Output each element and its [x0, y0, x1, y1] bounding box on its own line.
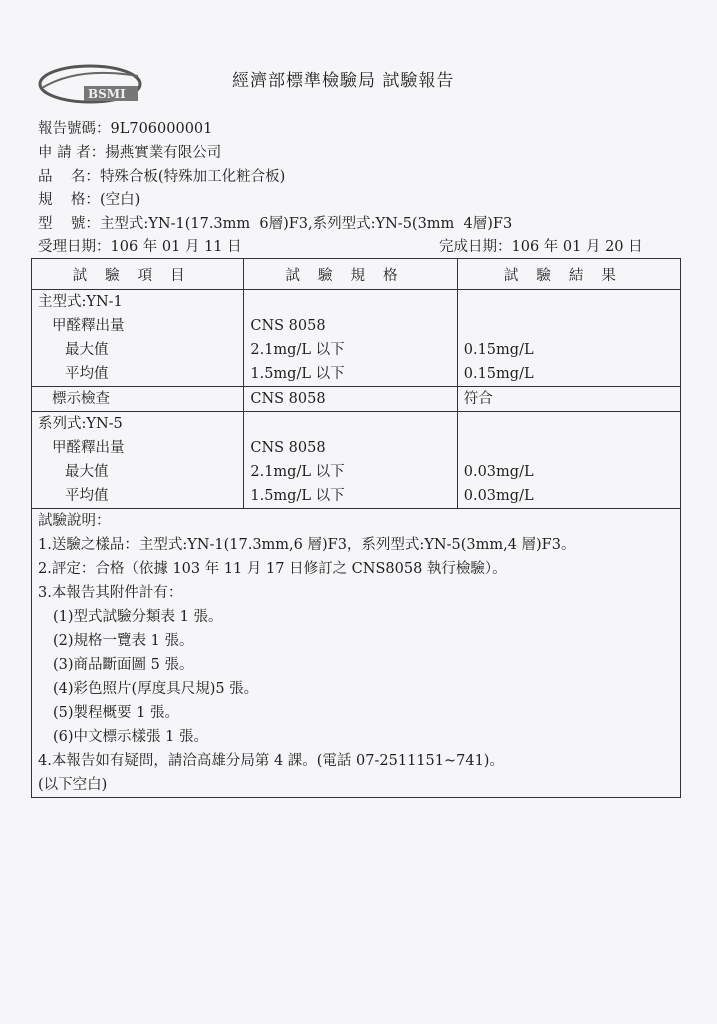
- completed-date-row: [439, 235, 643, 256]
- spec-row: [38, 188, 140, 209]
- item-model: 系列式:YN-5: [38, 416, 123, 432]
- svg-text:BSMI: BSMI: [88, 87, 126, 101]
- attachment-item: (3)商品斷面圖 5 張。: [53, 657, 194, 673]
- header-test-result: 試驗結果: [457, 259, 680, 290]
- item-avg: 平均值: [65, 366, 109, 382]
- result-cell: [458, 436, 680, 460]
- header-test-item: 試驗項目: [32, 259, 244, 290]
- model-row: [38, 212, 512, 233]
- result-cell: 0.03mg/L: [463, 464, 534, 480]
- result-cell: [458, 290, 680, 314]
- note-item: 2.評定：合格（依據 103 年 11 月 17 日修訂之 CNS8058 執行檢驗）。: [38, 561, 507, 577]
- item-name: 甲醛釋出量: [52, 318, 125, 334]
- header-test-spec: 試驗規格: [244, 259, 457, 290]
- attachment-item: (6)中文標示樣張 1 張。: [53, 729, 208, 745]
- bsmi-logo: [38, 62, 142, 106]
- report-number-row: [38, 117, 212, 138]
- spec-cell: [244, 290, 456, 314]
- table-row: [32, 387, 681, 412]
- label-check-item: 標示檢查: [52, 391, 110, 407]
- result-cell: [458, 412, 680, 436]
- received-date-row: [38, 235, 242, 256]
- note-item: 4.本報告如有疑問，請洽高雄分局第 4 課。(電話 07-2511151~741)。: [38, 753, 504, 769]
- attachment-item: (4)彩色照片(厚度具尺規)5 張。: [53, 681, 259, 697]
- item-model: 主型式:YN-1: [38, 294, 123, 310]
- spec-label: 規 格：: [38, 192, 100, 208]
- spec-cell: [244, 412, 456, 436]
- notes-heading: 試驗說明：: [38, 513, 111, 529]
- report-title: 經濟部標準檢驗局 試驗報告: [232, 71, 455, 91]
- model-label: 型 號：: [38, 216, 100, 232]
- spec-cell: 1.5mg/L 以下: [250, 366, 345, 382]
- spec-cell: CNS 8058: [250, 440, 326, 456]
- table-header-row: [32, 259, 681, 290]
- attachment-item: (5)製程概要 1 張。: [53, 705, 179, 721]
- spec-cell: 2.1mg/L 以下: [250, 464, 345, 480]
- result-cell: 0.03mg/L: [463, 488, 534, 504]
- spec-cell: 2.1mg/L 以下: [250, 342, 345, 358]
- report-number: 9L706000001: [110, 121, 213, 137]
- note-item: 1.送驗之樣品：主型式:YN-1(17.3mm,6 層)F3，系列型式:YN-5(3mm,4 層)F3。: [38, 537, 576, 553]
- result-cell: [458, 314, 680, 338]
- item-name: 甲醛釋出量: [52, 440, 125, 456]
- spec-cell: CNS 8058: [250, 318, 326, 334]
- results-table: [31, 258, 681, 798]
- note-item: 3.本報告其附件計有：: [38, 585, 183, 601]
- result-cell: 0.15mg/L: [463, 342, 534, 358]
- label-check-spec: CNS 8058: [250, 391, 326, 407]
- product-label: 品 名：: [38, 169, 100, 185]
- notes-row: [32, 509, 681, 798]
- applicant-row: [38, 141, 221, 162]
- model: 主型式:YN-1(17.3mm 6層)F3,系列型式:YN-5(3mm 4層)F3: [99, 216, 513, 232]
- applicant: 揚燕實業有限公司: [105, 145, 222, 161]
- completed-label: 完成日期：: [439, 239, 512, 255]
- received-label: 受理日期：: [38, 239, 111, 255]
- spec: (空白): [99, 192, 141, 208]
- table-row: [32, 412, 681, 509]
- product-row: [38, 165, 285, 186]
- blank-below-note: (以下空白): [38, 777, 108, 793]
- spec-cell: 1.5mg/L 以下: [250, 488, 345, 504]
- attachment-item: (1)型式試驗分類表 1 張。: [53, 609, 223, 625]
- completed-date: 106 年 01 月 20 日: [511, 239, 643, 255]
- label-check-result: 符合: [463, 391, 493, 407]
- item-max: 最大值: [65, 464, 109, 480]
- item-avg: 平均值: [65, 488, 109, 504]
- received-date: 106 年 01 月 11 日: [110, 239, 242, 255]
- report-number-label: 報告號碼：: [38, 121, 111, 137]
- applicant-label: 申 請 者：: [38, 145, 106, 161]
- table-row: [32, 290, 681, 387]
- product: 特殊合板(特殊加工化粧合板): [99, 169, 286, 185]
- item-max: 最大值: [65, 342, 109, 358]
- attachment-item: (2)規格一覽表 1 張。: [53, 633, 194, 649]
- result-cell: 0.15mg/L: [463, 366, 534, 382]
